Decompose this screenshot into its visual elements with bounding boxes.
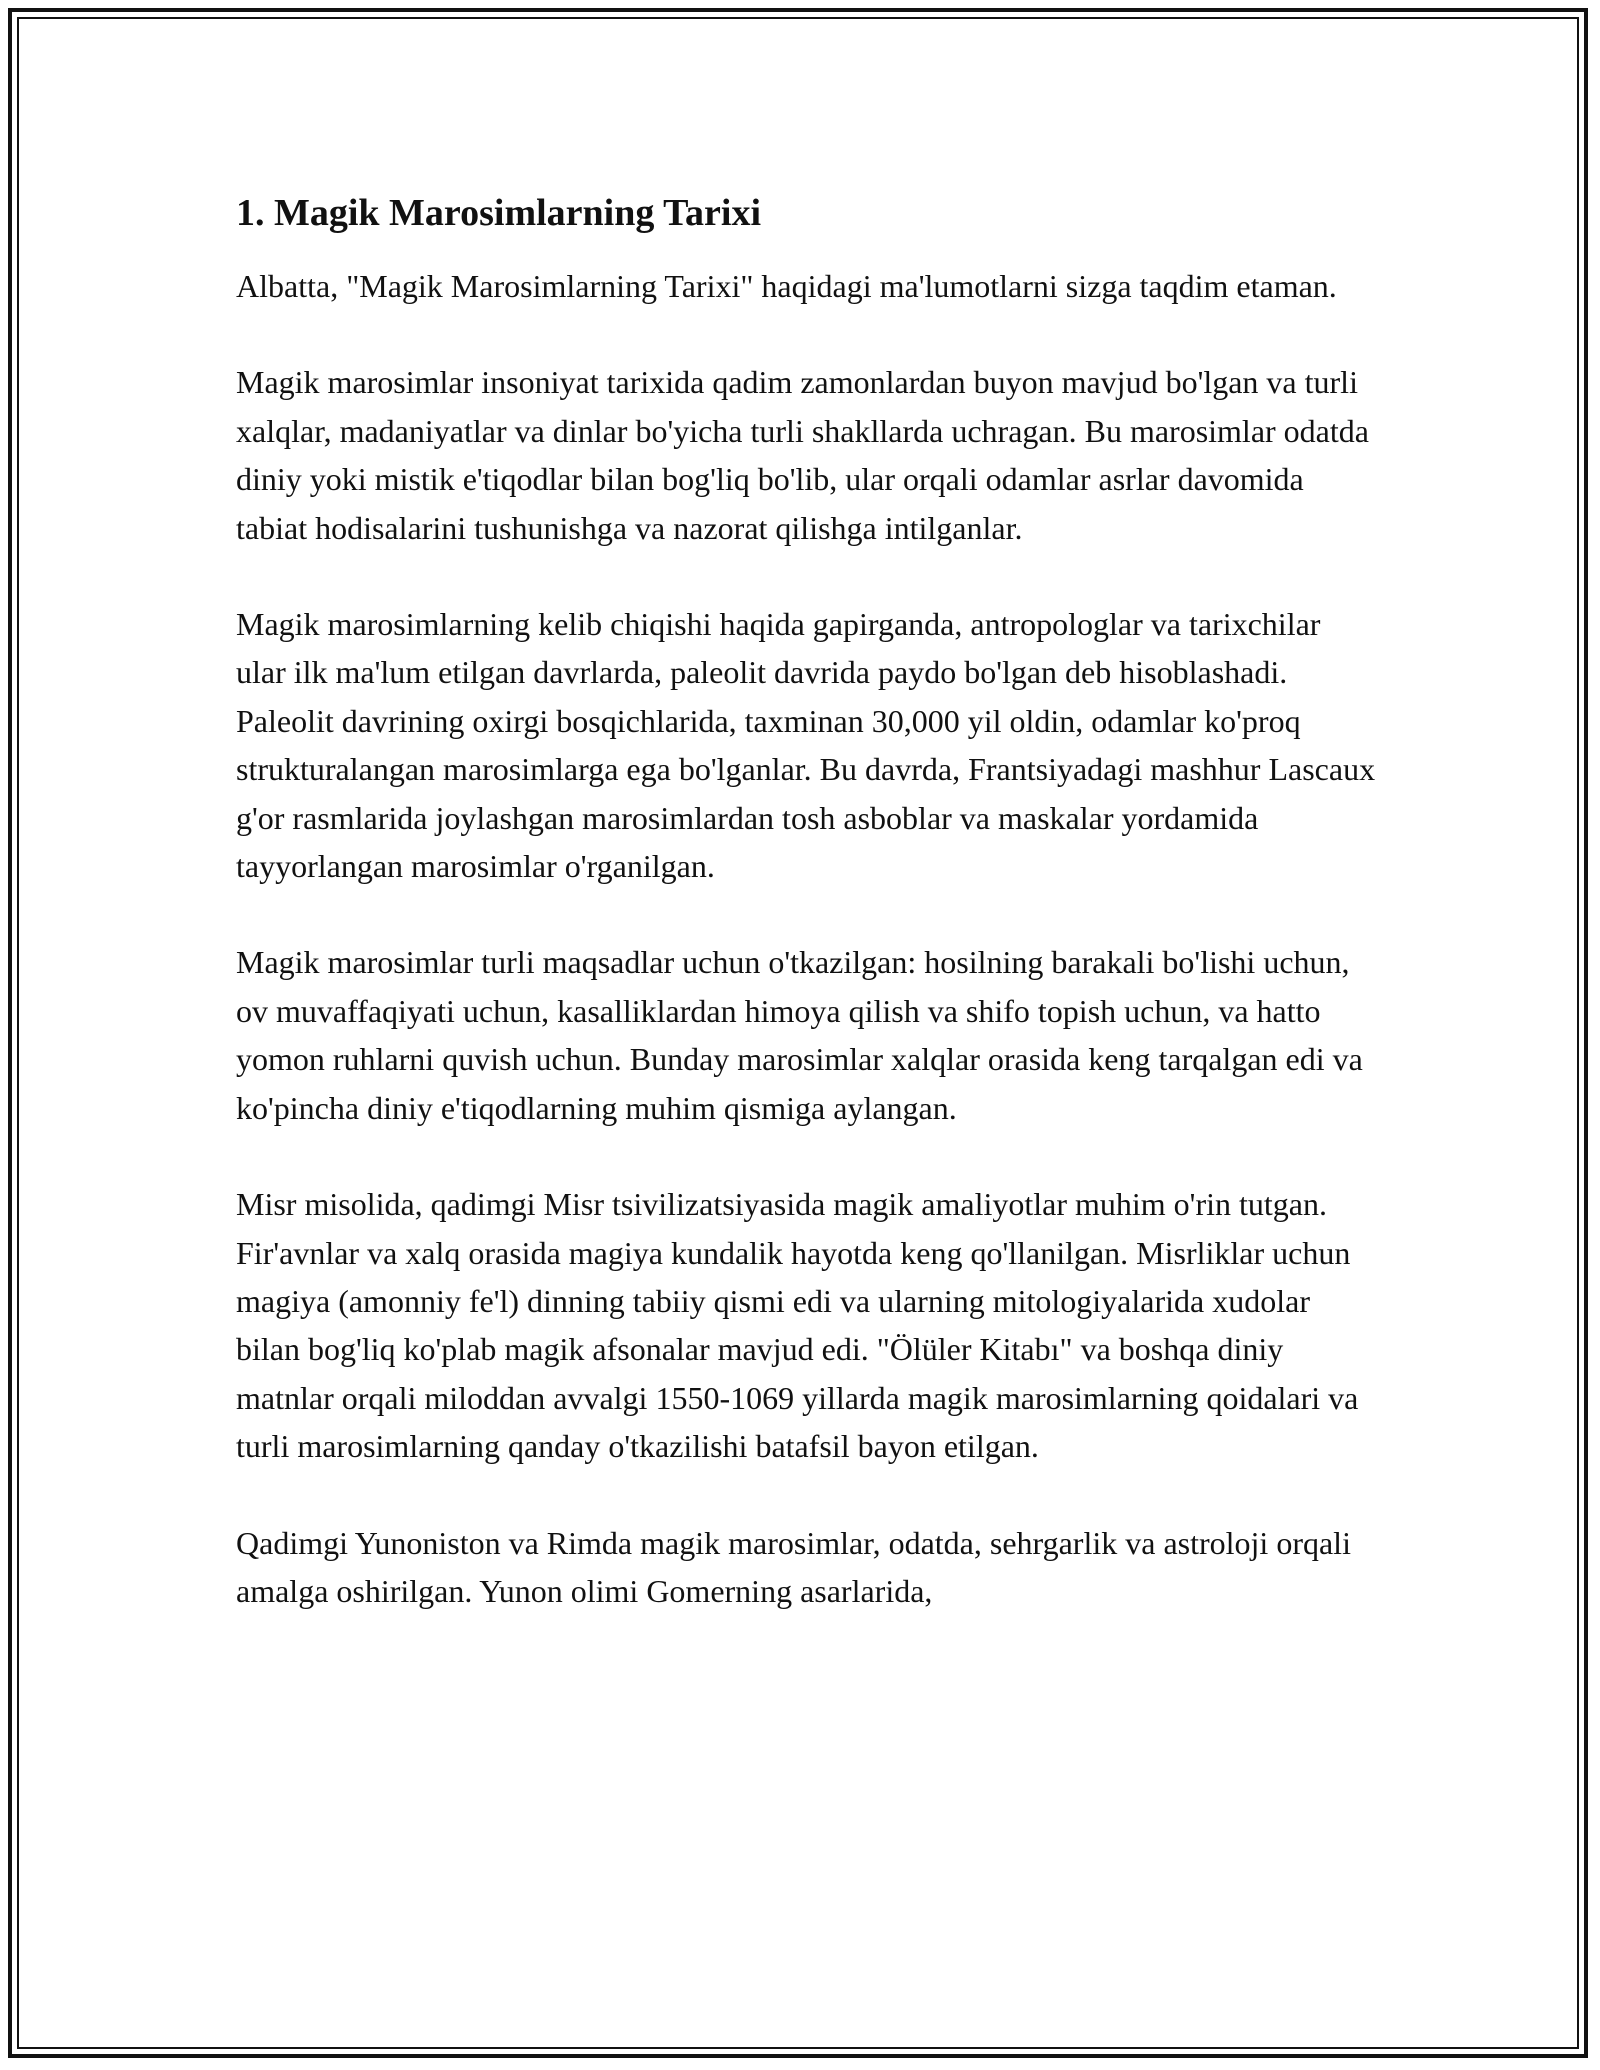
document-body xyxy=(236,186,1376,1663)
paragraph-intro: Albatta, "Magik Marosimlarning Tarixi" haqidagi ma'lumotlarni sizga taqdim etaman. xyxy=(236,268,1337,304)
paragraph-overview: Magik marosimlar insoniyat tarixida qadim zamonlardan buyon mavjud bo'lgan va turli xalqlar, madaniyatlar va dinlar bo'yicha turli shakllarda uchragan. Bu marosimlar odatda diniy yoki mistik e'tiqodlar bilan bog'liq bo'lib, ular orqali odamlar asrlar davomida tabiat hodisalarini tushunishga va nazorat qilishga intilganlar. xyxy=(236,364,1369,546)
paragraph-origins: Magik marosimlarning kelib chiqishi haqida gapirganda, antropologlar va tarixchilar ular ilk ma'lum etilgan davrlarda, paleolit davrida paydo bo'lgan deb hisoblashadi. Paleolit davrining oxirgi bosqichlarida, taxminan 30,000 yil oldin, odamlar ko'proq strukturalangan marosimlarga ega bo'lganlar. Bu davrda, Frantsiyadagi mashhur Lascaux g'or rasmlarida joylashgan marosimlardan tosh asboblar va maskalar yordamida tayyorlangan marosimlar o'rganilgan. xyxy=(236,606,1376,885)
paragraph-greece-rome: Qadimgi Yunoniston va Rimda magik marosimlar, odatda, sehrgarlik va astroloji orqali amalga oshirilgan. Yunon olimi Gomerning asarlarida, xyxy=(236,1524,1351,1609)
section-heading: 1. Magik Marosimlarning Tarixi xyxy=(236,192,762,234)
paragraph-purposes: Magik marosimlar turli maqsadlar uchun o'tkazilgan: hosilning barakali bo'lishi uchun, ov muvaffaqiyati uchun, kasalliklardan himoya qilish va shifo topish uchun, va hatto yomon ruhlarni quvish uchun. Bunday marosimlar xalqlar orasida keng tarqalgan edi va ko'pincha diniy e'tiqodlarning muhim qismiga aylangan. xyxy=(236,944,1363,1126)
paragraph-egypt: Misr misolida, qadimgi Misr tsivilizatsiyasida magik amaliyotlar muhim o'rin tutgan. Fir'avnlar va xalq orasida magiya kundalik hayotda keng qo'llanilgan. Misrliklar uchun magiya (amonniy fe'l) dinning tabiiy qismi edi va ularning mitologiyalarida xudolar bilan bog'liq ko'plab magik afsonalar mavjud edi. "Ölüler Kitabı" va boshqa diniy matnlar orqali miloddan avvalgi 1550-1069 yillarda magik marosimlarning qoidalari va turli marosimlarning qanday o'tkazilishi batafsil bayon etilgan. xyxy=(236,1186,1359,1465)
